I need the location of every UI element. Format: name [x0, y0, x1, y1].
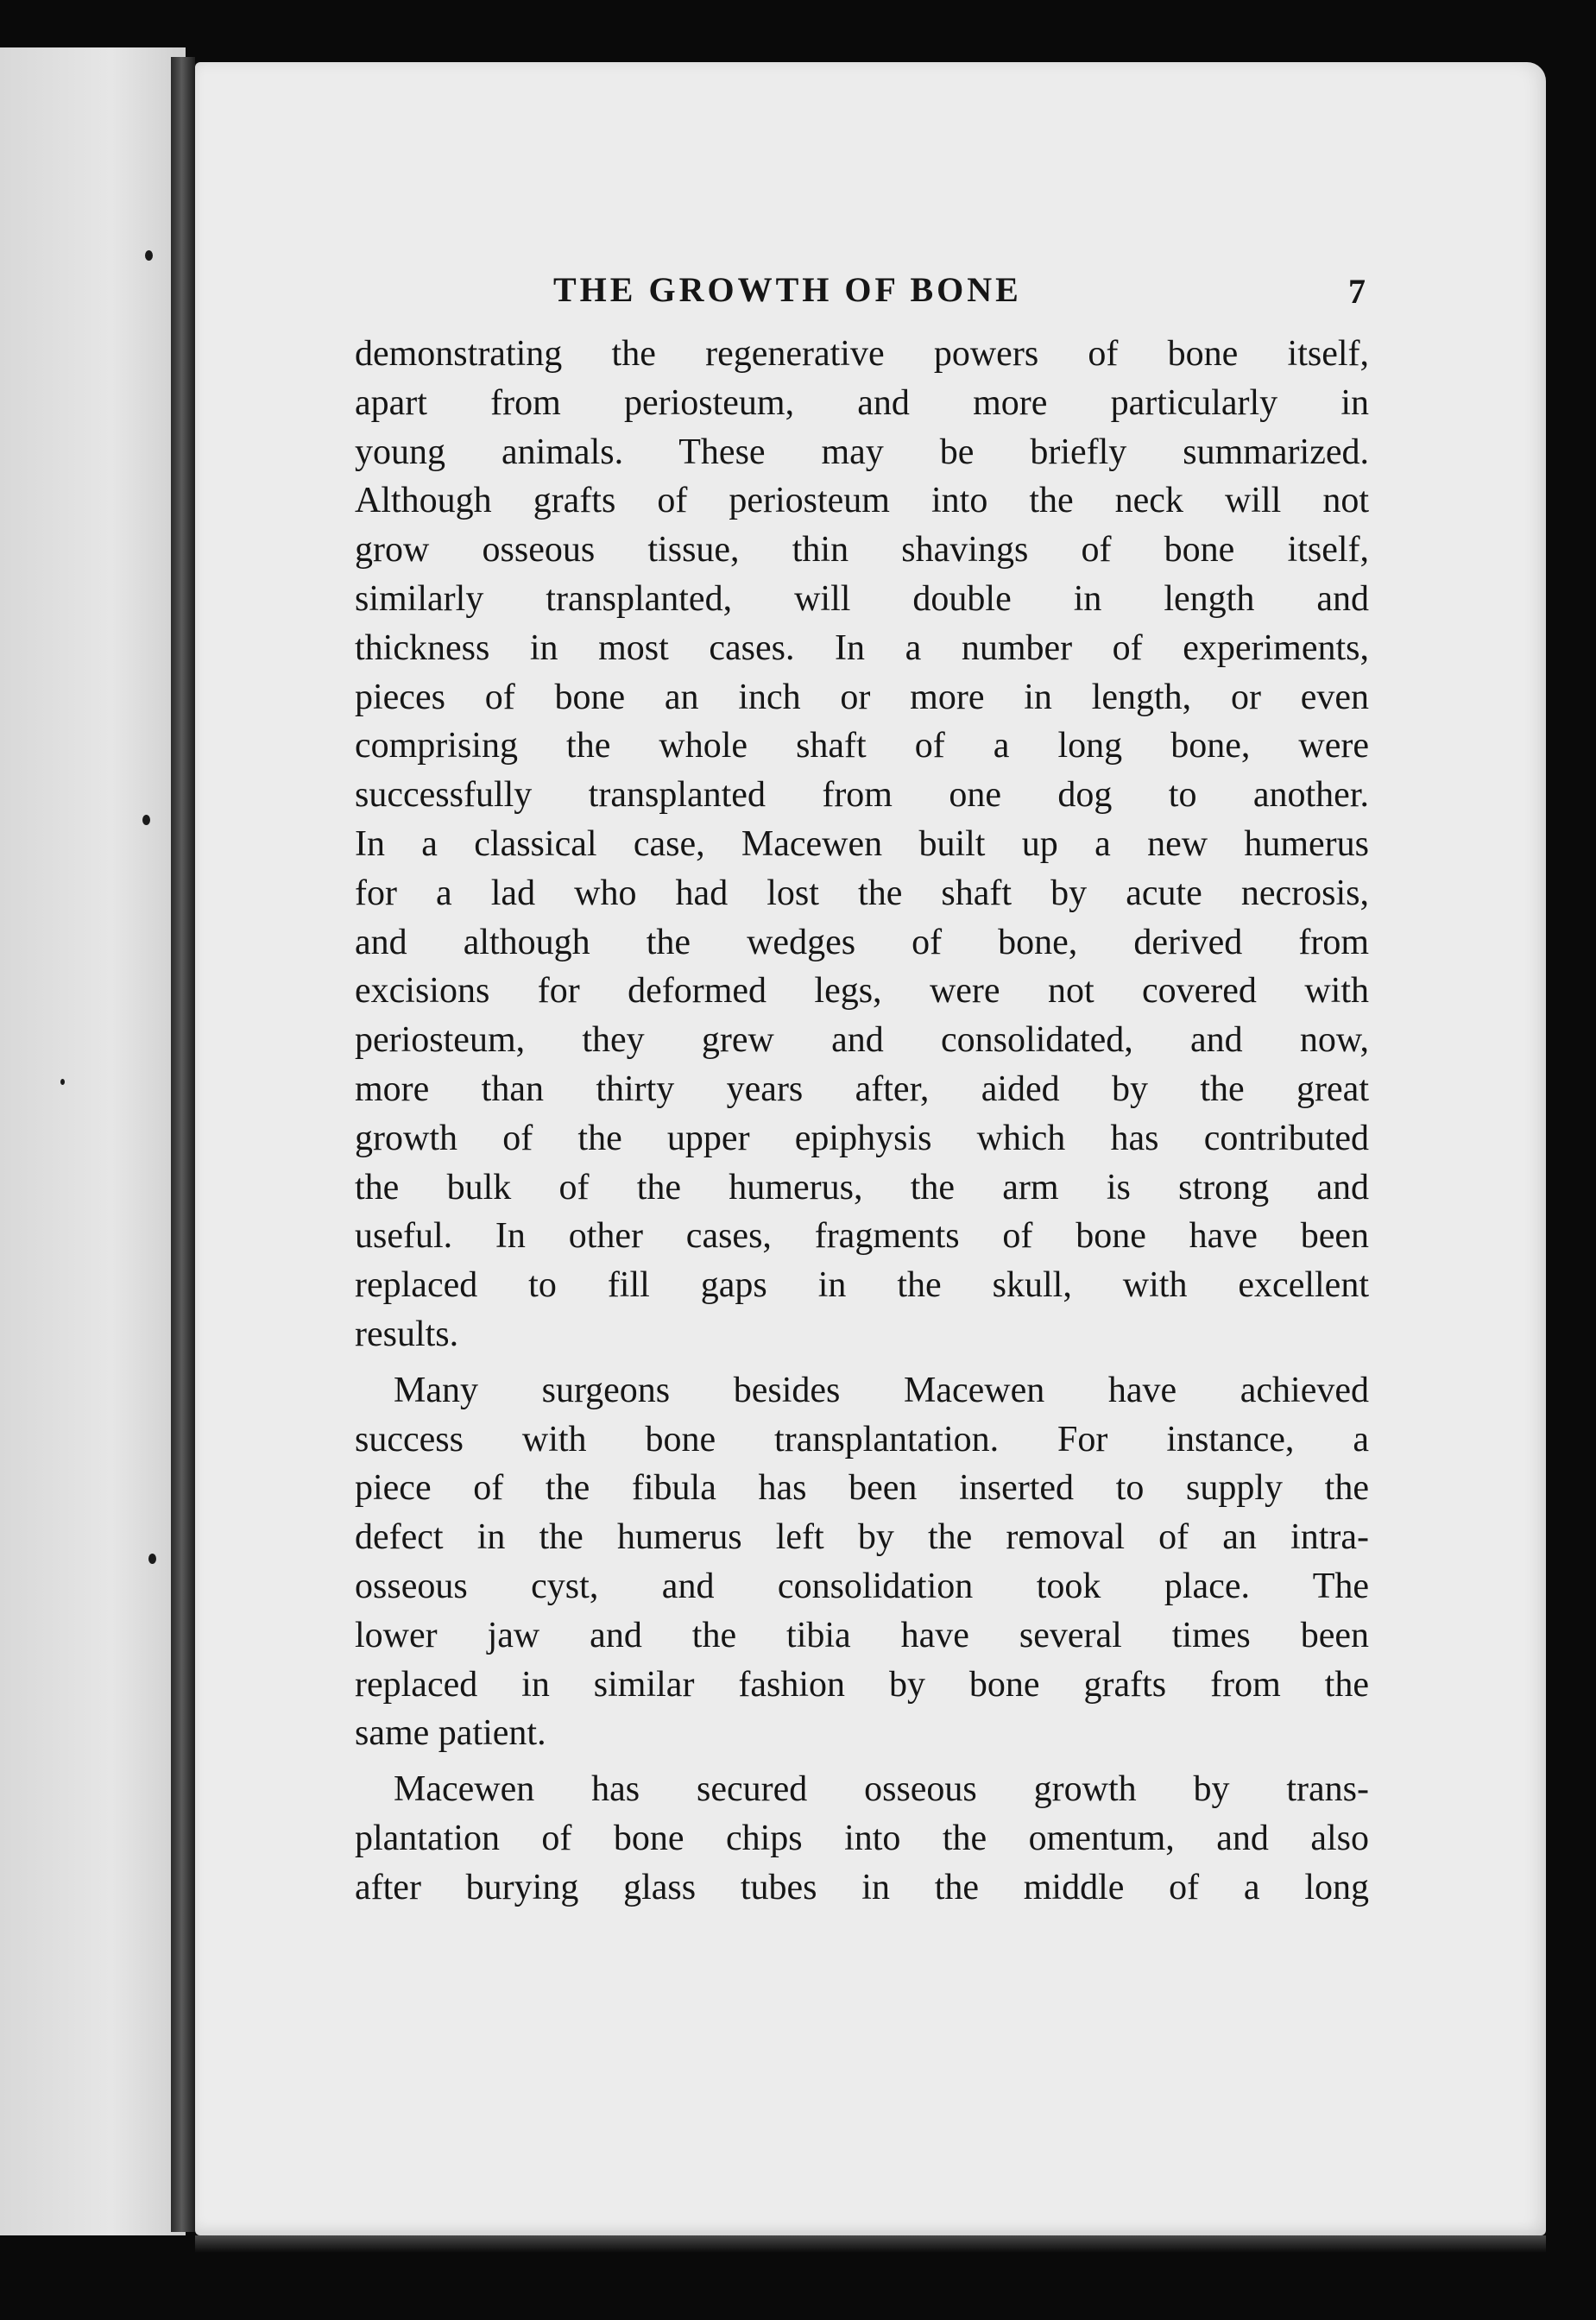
- text-line: piece of the fibula has been inserted to supply the: [355, 1468, 1369, 1509]
- text-line: lower jaw and the tibia have several times been: [355, 1615, 1369, 1655]
- page-bottom-edge: [195, 2235, 1546, 2253]
- text-line: for a lad who had lost the shaft by acute necrosis,: [355, 873, 1369, 913]
- text-line: growth of the upper epiphysis which has contributed: [355, 1118, 1369, 1158]
- text-line: excisions for deformed legs, were not covered with: [355, 971, 1369, 1012]
- paragraph-3: [355, 1765, 1369, 1912]
- text-line: grow osseous tissue, thin shavings of bone itself,: [355, 530, 1369, 571]
- page-speck: [145, 250, 153, 261]
- running-title: THE GROWTH OF BONE: [553, 270, 1022, 309]
- page-speck: [148, 1554, 156, 1564]
- paragraph-1: [355, 330, 1369, 1359]
- text-line: apart from periosteum, and more particularly in: [355, 382, 1369, 423]
- text-line: the bulk of the humerus, the arm is strong and: [355, 1167, 1369, 1207]
- facing-page-edge: [0, 47, 186, 2235]
- text-line: periosteum, they grew and consolidated, and now,: [355, 1020, 1369, 1061]
- text-line: useful. In other cases, fragments of bone have been: [355, 1216, 1369, 1257]
- running-head: [355, 269, 1369, 330]
- text-line: thickness in most cases. In a number of experiments,: [355, 627, 1369, 668]
- text-line: young animals. These may be briefly summarized.: [355, 432, 1369, 472]
- text-line: defect in the humerus left by the removal of an intra-: [355, 1517, 1369, 1558]
- text-line: success with bone transplantation. For instance, a: [355, 1419, 1369, 1459]
- text-line: replaced to fill gaps in the skull, with excellent: [355, 1265, 1369, 1306]
- paragraph-2: [355, 1366, 1369, 1758]
- text-line: In a classical case, Macewen built up a new humerus: [355, 823, 1369, 864]
- page-number: 7: [1348, 272, 1369, 311]
- text-line: demonstrating the regenerative powers of bone itself,: [355, 334, 1369, 374]
- text-line: osseous cyst, and consolidation took place. The: [355, 1566, 1369, 1606]
- text-line: Macewen has secured osseous growth by trans-: [394, 1769, 1369, 1810]
- text-line: and although the wedges of bone, derived from: [355, 922, 1369, 962]
- text-line: comprising the whole shaft of a long bone, were: [355, 726, 1369, 766]
- text-line: successfully transplanted from one dog to another.: [355, 775, 1369, 816]
- page-speck: [142, 815, 150, 825]
- text-line: more than thirty years after, aided by the great: [355, 1069, 1369, 1109]
- text-line: same patient.: [355, 1713, 546, 1754]
- book-binding: [171, 57, 195, 2232]
- text-line: Although grafts of periosteum into the neck will not: [355, 481, 1369, 521]
- text-line: replaced in similar fashion by bone grafts from the: [355, 1664, 1369, 1705]
- page-speck: [60, 1079, 65, 1085]
- text-line: results.: [355, 1314, 459, 1354]
- text-line: Many surgeons besides Macewen have achieved: [394, 1370, 1369, 1410]
- text-line: pieces of bone an inch or more in length, or even: [355, 677, 1369, 717]
- text-line: after burying glass tubes in the middle of a long: [355, 1867, 1369, 1907]
- text-line: similarly transplanted, will double in length and: [355, 578, 1369, 619]
- text-line: plantation of bone chips into the omentum, and also: [355, 1818, 1369, 1858]
- page-content: [355, 269, 1369, 1913]
- book-page: [195, 62, 1546, 2235]
